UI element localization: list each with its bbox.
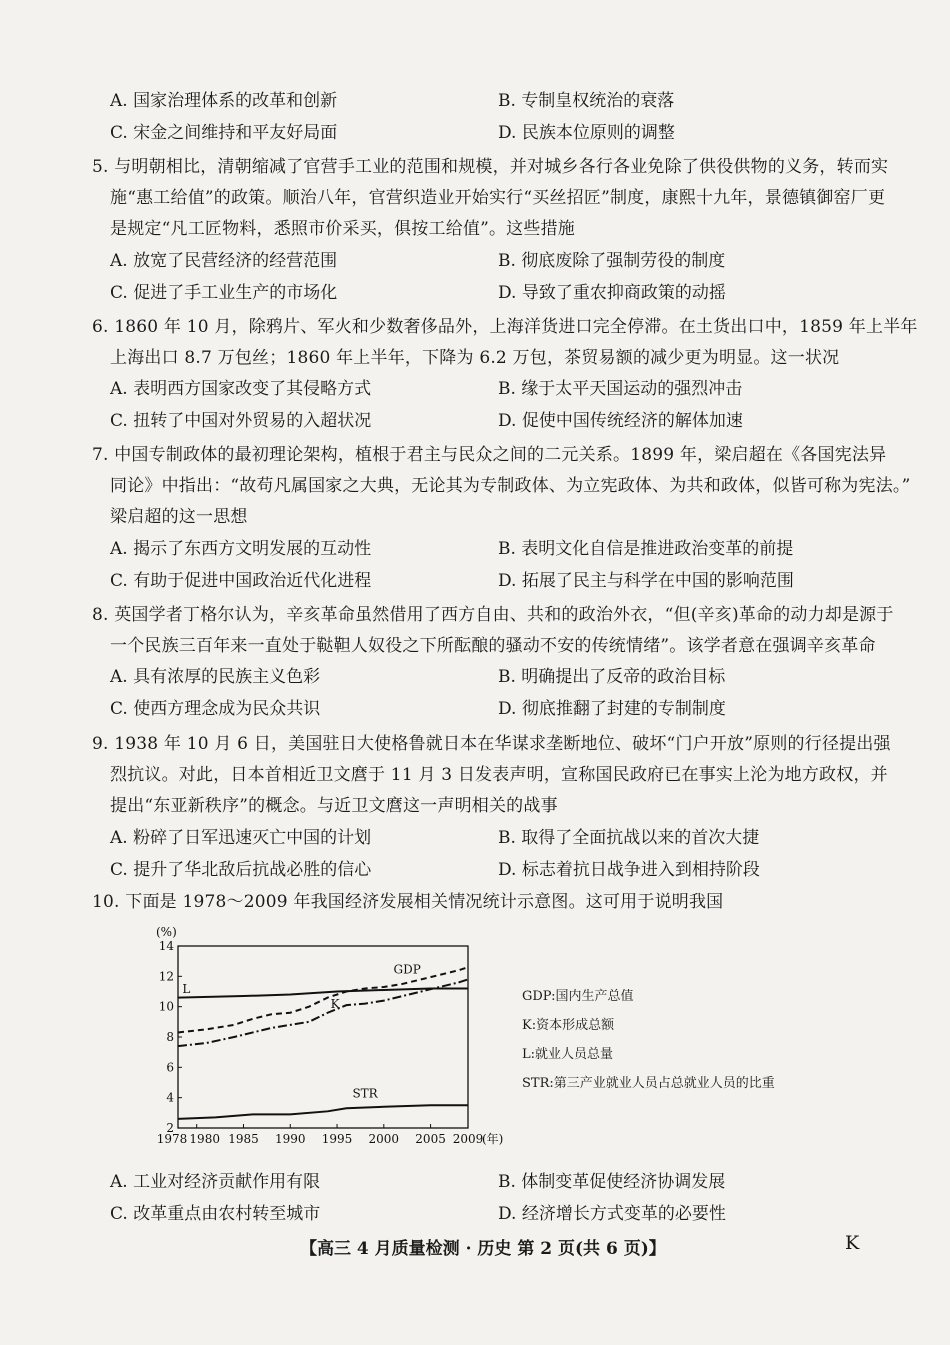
y-tick-label: 12 xyxy=(158,969,174,984)
series-gdp-label: GDP xyxy=(393,962,421,977)
y-tick-label: 14 xyxy=(158,939,174,953)
q10-option-d[interactable]: D. 经济增长方式变革的必要性 xyxy=(498,1204,726,1224)
legend-k: K:资本形成总额 xyxy=(522,1018,615,1033)
q5-option-c[interactable]: C. 促进了手工业生产的市场化 xyxy=(110,283,338,303)
q10-stem-line: 10. 下面是 1978～2009 年我国经济发展相关情况统计示意图。这可用于说明我国 xyxy=(92,892,724,912)
q4-option-c[interactable]: C. 宋金之间维持和平友好局面 xyxy=(110,123,338,143)
x-tick-label: 1995 xyxy=(321,1132,353,1146)
y-unit-label: (%) xyxy=(156,925,177,939)
q7-option-c[interactable]: C. 有助于促进中国政治近代化进程 xyxy=(110,571,372,591)
page-footer: 【高三 4 月质量检测 · 历史 第 2 页(共 6 页)】 xyxy=(300,1239,666,1259)
q10-option-b[interactable]: B. 体制变革促使经济协调发展 xyxy=(498,1172,726,1192)
x-tick-label: 1985 xyxy=(228,1132,259,1146)
plot-frame xyxy=(178,946,468,1128)
q9-option-c[interactable]: C. 提升了华北敌后抗战必胜的信心 xyxy=(110,860,372,880)
q4-option-a[interactable]: A. 国家治理体系的改革和创新 xyxy=(110,91,338,111)
q7-option-a[interactable]: A. 揭示了东西方文明发展的互动性 xyxy=(110,539,372,559)
q8-option-d[interactable]: D. 彻底推翻了封建的专制制度 xyxy=(498,699,726,719)
q10-option-c[interactable]: C. 改革重点由农村转至城市 xyxy=(110,1204,321,1224)
q8-option-a[interactable]: A. 具有浓厚的民族主义色彩 xyxy=(110,667,321,687)
x-tick-label: 2009 xyxy=(452,1132,484,1146)
q8-option-c[interactable]: C. 使西方理念成为民众共识 xyxy=(110,699,321,719)
x-tick-label: 1990 xyxy=(274,1132,306,1146)
q6-option-c[interactable]: C. 扭转了中国对外贸易的入超状况 xyxy=(110,411,372,431)
q6-stem-line: 上海出口 8.7 万包丝；1860 年上半年，下降为 6.2 万包，茶贸易额的减少更为明显。这一状况 xyxy=(110,348,840,368)
x-unit-label: (年) xyxy=(482,1132,504,1146)
x-tick-label: 1980 xyxy=(189,1132,220,1146)
series-str-label: STR xyxy=(352,1086,378,1101)
q6-option-b[interactable]: B. 缘于太平天国运动的强烈冲击 xyxy=(498,379,743,399)
q7-option-d[interactable]: D. 拓展了民主与科学在中国的影响范围 xyxy=(498,571,794,591)
q4-option-b[interactable]: B. 专制皇权统治的衰落 xyxy=(498,91,675,111)
q8-stem-line: 一个民族三百年来一直处于鞑靼人奴役之下所酝酿的骚动不安的传统情绪”。该学者意在强调辛亥革命 xyxy=(110,636,876,656)
paper-code: K xyxy=(845,1232,860,1254)
x-tick-label: 2005 xyxy=(415,1132,446,1146)
series-k-label: K xyxy=(330,997,340,1012)
x-tick-label: 2000 xyxy=(368,1132,400,1146)
y-tick-label: 6 xyxy=(166,1060,174,1075)
q5-stem-line: 5. 与明朝相比，清朝缩减了官营手工业的范围和规模，并对城乡各行各业免除了供役供物的义务，转而实 xyxy=(92,157,889,177)
y-tick-label: 4 xyxy=(166,1090,174,1105)
q6-option-d[interactable]: D. 促使中国传统经济的解体加速 xyxy=(498,411,743,431)
q5-stem-line: 施“惠工给值”的政策。顺治八年，官营织造业开始实行“买丝招匠”制度，康熙十九年，景德镇御窑厂更 xyxy=(110,188,886,208)
q9-option-a[interactable]: A. 粉碎了日军迅速灭亡中国的计划 xyxy=(110,828,372,848)
q5-option-d[interactable]: D. 导致了重农抑商政策的动摇 xyxy=(498,283,726,303)
q7-stem-line: 7. 中国专制政体的最初理论架构，植根于君主与民众之间的二元关系。1899 年，梁启超在《各国宪法异 xyxy=(92,445,887,465)
q9-option-b[interactable]: B. 取得了全面抗战以来的首次大捷 xyxy=(498,828,760,848)
series-l-label: L xyxy=(182,982,191,997)
y-tick-label: 2 xyxy=(166,1121,174,1135)
q7-stem-line: 同论》中指出：“故苟凡属国家之大典，无论其为专制政体、为立宪政体、为共和政体，似皆可称为宪法。” xyxy=(110,476,911,496)
q6-option-a[interactable]: A. 表明西方国家改变了其侵略方式 xyxy=(110,379,372,399)
q7-option-b[interactable]: B. 表明文化自信是推进政治变革的前提 xyxy=(498,539,794,559)
y-tick-label: 8 xyxy=(166,1030,174,1044)
q9-stem-line: 9. 1938 年 10 月 6 日，美国驻日大使格鲁就日本在华谋求垄断地位、破坏“门户开放”原则的行径提出强 xyxy=(92,734,891,754)
q6-stem-line: 6. 1860 年 10 月，除鸦片、军火和少数奢侈品外，上海洋货进口完全停滞。在土货出口中，1859 年上半年 xyxy=(92,317,918,337)
x-tick-label: 1978 xyxy=(156,1132,188,1146)
q9-option-d[interactable]: D. 标志着抗日战争进入到相持阶段 xyxy=(498,860,760,880)
legend-gdp: GDP:国内生产总值 xyxy=(522,989,634,1004)
q9-stem-line: 烈抗议。对此，日本首相近卫文麿于 11 月 3 日发表声明，宣称国民政府已在事实上沦为地方政权，并 xyxy=(110,765,888,785)
q7-stem-line: 梁启超的这一思想 xyxy=(110,507,248,527)
q10-option-a[interactable]: A. 工业对经济贡献作用有限 xyxy=(110,1172,321,1192)
q9-stem-line: 提出“东亚新秩序”的概念。与近卫文麿这一声明相关的战事 xyxy=(110,796,558,816)
q8-option-b[interactable]: B. 明确提出了反帝的政治目标 xyxy=(498,667,726,687)
series-gdp-line xyxy=(178,967,468,1032)
series-str-line xyxy=(178,1105,468,1119)
q5-option-a[interactable]: A. 放宽了民营经济的经营范围 xyxy=(110,251,338,271)
legend-l: L:就业人员总量 xyxy=(522,1047,614,1062)
legend-str: STR:第三产业就业人员占总就业人员的比重 xyxy=(522,1076,775,1091)
q4-option-d[interactable]: D. 民族本位原则的调整 xyxy=(498,123,675,143)
q5-stem-line: 是规定“凡工匠物料，悉照市价采买，俱按工给值”。这些措施 xyxy=(110,219,575,239)
q5-option-b[interactable]: B. 彻底废除了强制劳役的制度 xyxy=(498,251,726,271)
y-tick-label: 10 xyxy=(158,999,174,1014)
series-l-line xyxy=(178,988,468,997)
economy-line-chart xyxy=(140,920,510,1155)
q8-stem-line: 8. 英国学者丁格尔认为，辛亥革命虽然借用了西方自由、共和的政治外衣，“但(辛亥)革命的动力却是源于 xyxy=(92,605,894,625)
